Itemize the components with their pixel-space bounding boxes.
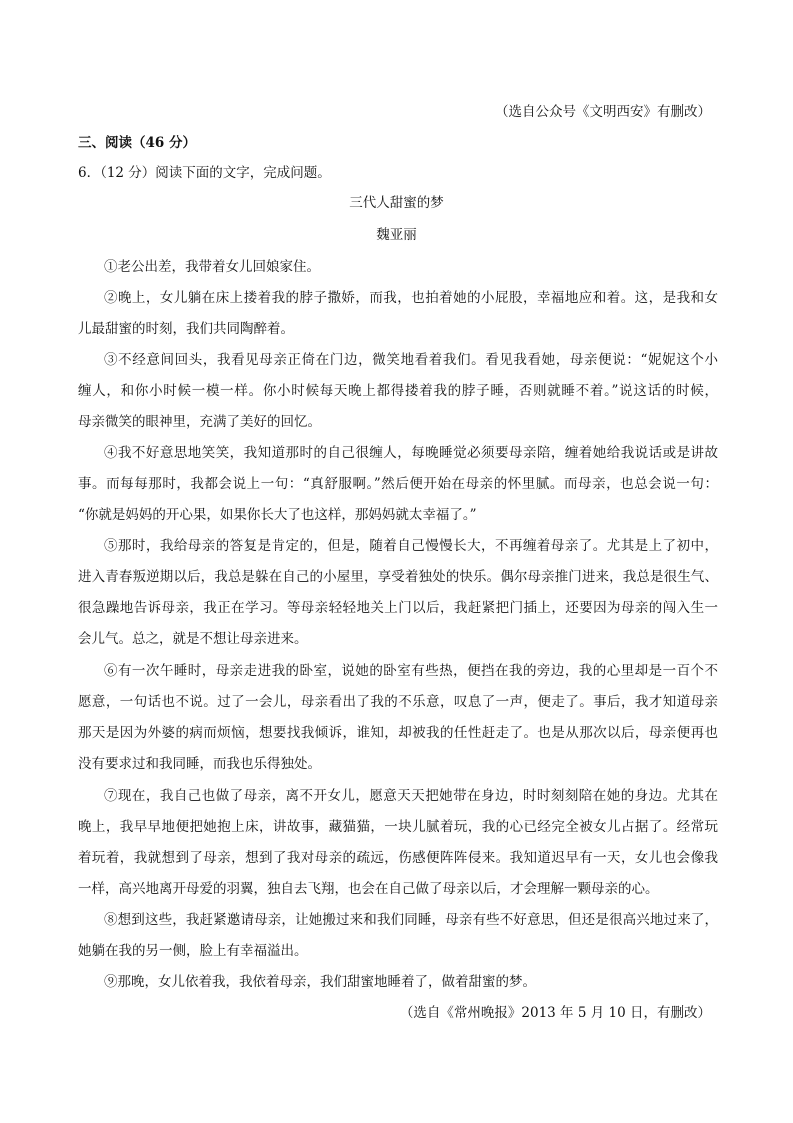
paragraph-6-line-2: 愿意，一句话也不说。过了一会儿，母亲看出了我的不乐意，叹息了一声，便走了。事后，我才知道母亲 [78,694,718,710]
paragraph-6-line-3: 那天是因为外婆的病而烦恼，想要找我倾诉，谁知，却被我的任性赶走了。也是从那次以后，母亲便再也 [78,725,718,741]
paragraph-7-line-3: 着玩着，我就想到了母亲，想到了我对母亲的疏远，伤感便阵阵侵来。我知道迟早有一天，女儿也会像我 [78,850,718,866]
article-author: 魏亚丽 [376,227,417,243]
paragraph-4-line-3: “你就是妈妈的开心果，如果你长大了也这样，那妈妈就太幸福了。” [78,507,477,523]
paragraph-4-line-1: ④我不好意思地笑笑，我知道那时的自己很缠人，每晚睡觉必须要母亲陪，缠着她给我说话或是讲故 [104,445,718,461]
paragraph-5-line-4: 会儿气。总之，就是不想让母亲进来。 [78,631,308,647]
paragraph-3-line-1: ③不经意间回头，我看见母亲正倚在门边，微笑地看着我们。看见我看她，母亲便说：“妮妮这个小 [104,352,718,368]
paragraph-6-line-1: ⑥有一次午睡时，母亲走进我的卧室，说她的卧室有些热，便挡在我的旁边，我的心里却是一百个不 [104,663,718,679]
paragraph-7-line-4: 一样，高兴地离开母爱的羽翼，独自去飞翔，也会在自己做了母亲以后，才会理解一颗母亲的心。 [78,881,659,897]
section-heading: 三、阅读（46 分） [78,135,196,151]
source-note-bottom: （选自《常州晚报》2013 年 5 月 10 日，有删改） [399,1005,711,1021]
paragraph-8-line-1: ⑧想到这些，我赶紧邀请母亲，让她搬过来和我们同睡，母亲有些不好意思，但还是很高兴地过来了， [104,912,718,928]
question-instruction: 6．（12 分）阅读下面的文字，完成问题。 [78,165,331,181]
article-title: 三代人甜蜜的梦 [349,195,444,211]
paragraph-5-line-2: 进入青春叛逆期以后，我总是躲在自己的小屋里，享受着独处的快乐。偶尔母亲推门进来，我总是很生气、 [78,569,718,585]
paragraph-7-line-1: ⑦现在，我自己也做了母亲，离不开女儿，愿意天天把她带在身边，时时刻刻陪在她的身边。尤其在 [104,788,718,804]
source-note-top: （选自公众号《文明西安》有删改） [495,104,711,120]
paragraph-5-line-1: ⑤那时，我给母亲的答复是肯定的，但是，随着自己慢慢长大，不再缠着母亲了。尤其是上了初中， [104,538,718,554]
paragraph-6-line-4: 没有要求过和我同睡，而我也乐得独处。 [78,756,321,772]
paragraph-3-line-2: 缠人，和你小时候一模一样。你小时候每天晚上都得搂着我的脖子睡，否则就睡不着。”说这话的时候， [78,383,718,399]
paragraph-1-line-1: ①老公出差，我带着女儿回娘家住。 [104,259,320,275]
paragraph-9-line-1: ⑨那晚，女儿依着我，我依着母亲，我们甜蜜地睡着了，做着甜蜜的梦。 [104,974,536,990]
paragraph-7-line-2: 晚上，我早早地便把她抱上床，讲故事，藏猫猫，一块儿腻着玩，我的心已经完全被女儿占据了。经常玩 [78,819,718,835]
paragraph-8-line-2: 她躺在我的另一侧，脸上有幸福溢出。 [78,943,308,959]
paragraph-5-line-3: 很急躁地告诉母亲，我正在学习。等母亲轻轻地关上门以后，我赶紧把门插上，还要因为母亲的闯入生一 [78,600,718,616]
paragraph-3-line-3: 母亲微笑的眼神里，充满了美好的回忆。 [78,414,321,430]
paragraph-2-line-2: 儿最甜蜜的时刻，我们共同陶醉着。 [78,321,294,337]
paragraph-4-line-2: 事。而每每那时，我都会说上一句：“真舒服啊。”然后便开始在母亲的怀里腻。而母亲，也总会说一句： [78,476,718,492]
paragraph-2-line-1: ②晚上，女儿躺在床上搂着我的脖子撒娇，而我，也拍着她的小屁股，幸福地应和着。这，是我和女 [104,290,718,306]
